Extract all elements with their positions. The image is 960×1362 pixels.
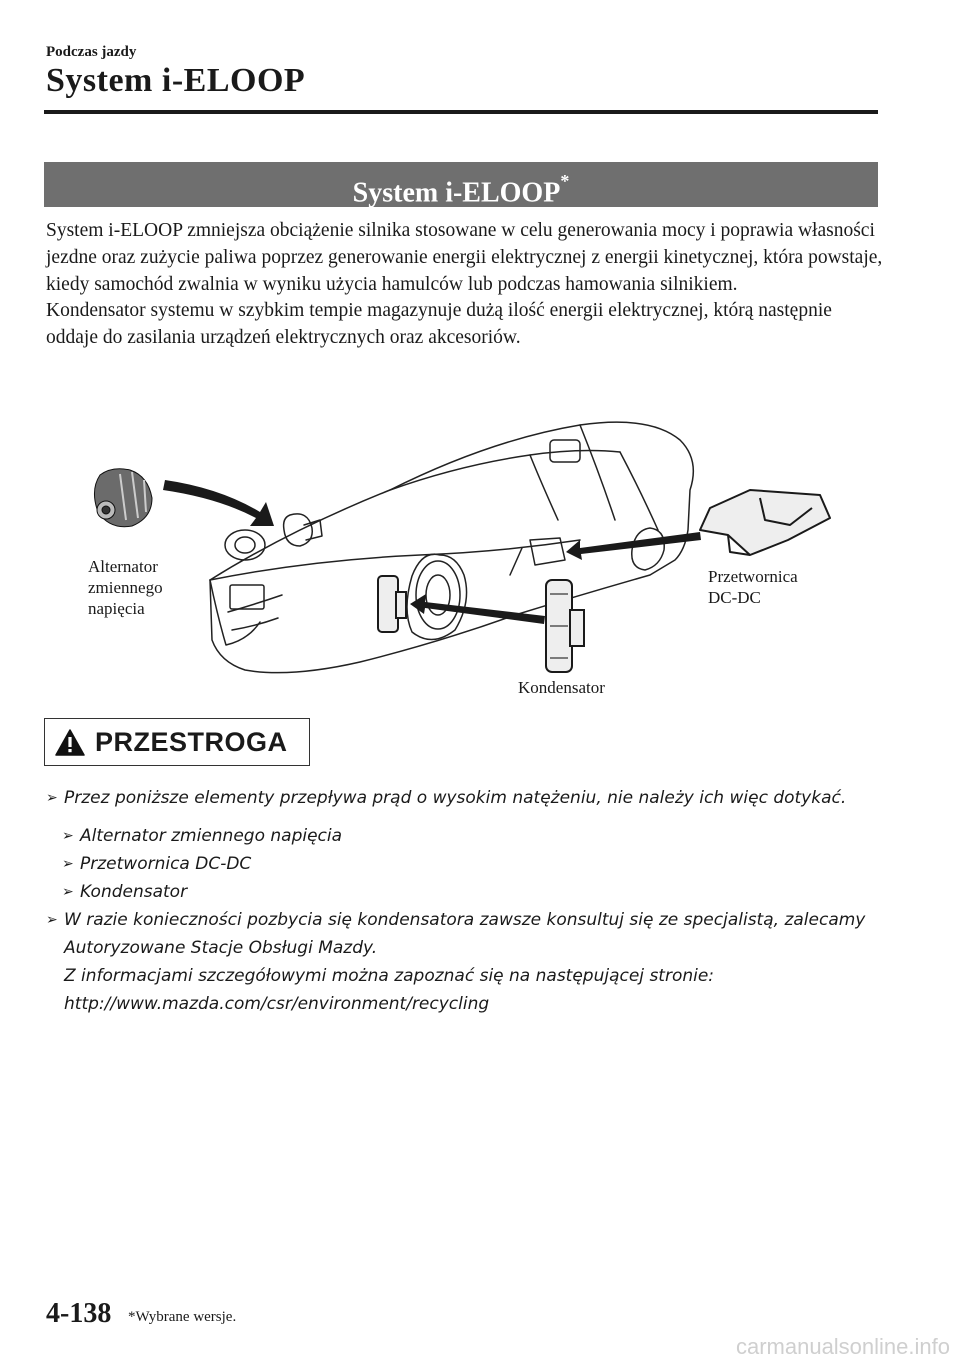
watermark: carmanualsonline.info <box>735 1334 950 1359</box>
intro-paragraph-2: Kondensator systemu w szybkim tempie magazynuje dużą ilość energii elektrycznej, którą następnie oddaje do zasilania urządzeń elektrycznych oraz akcesoriów. <box>46 300 832 349</box>
caution-subitem <box>62 850 906 878</box>
caution-list <box>46 784 906 1018</box>
title-divider <box>44 110 878 114</box>
caution-subitem <box>62 878 906 906</box>
caution-subitem <box>62 822 906 850</box>
caution-header <box>44 718 310 766</box>
banner-title: System i-ELOOP <box>352 177 561 209</box>
warning-triangle-icon <box>55 729 85 756</box>
recycling-url: http://www.mazda.com/csr/environment/recycling <box>64 994 490 1014</box>
caution-item-text: Z informacjami szczegółowymi można zapoznać się na następującej stronie: <box>64 966 715 986</box>
caution-title: PRZESTROGA <box>95 726 288 757</box>
capacitor-label <box>518 677 605 698</box>
bullet-arrow-icon: ➢ <box>62 856 74 872</box>
converter-label-line-1: Przetwornica <box>708 567 798 586</box>
footnote: *Wybrane wersje. <box>128 1309 237 1325</box>
alternator-label-line-2: zmiennego <box>88 578 163 597</box>
caution-item <box>46 906 906 1018</box>
capacitor-label-text: Kondensator <box>518 678 605 697</box>
bullet-arrow-icon: ➢ <box>46 912 58 928</box>
intro-paragraph-1: System i-ELOOP zmniejsza obciążenie silnika stosowane w celu generowania mocy i poprawia własności jezdne oraz zużycie paliwa poprzez generowanie energii elektrycznej z energii kinetycznej, która powstaje, kiedy samochód zwalnia w wyniku użycia hamulców lub podczas hamowania silnikiem. <box>46 220 883 295</box>
intro-text <box>46 218 886 352</box>
caution-subitem-text: Alternator zmiennego napięcia <box>80 826 343 846</box>
i-eloop-components-diagram <box>60 380 860 710</box>
section-label: Podczas jazdy <box>46 44 137 60</box>
converter-label-line-2: DC-DC <box>708 588 761 607</box>
page-title: System i-ELOOP <box>46 62 306 99</box>
caution-item-text: Przez poniższe elementy przepływa prąd o wysokim natężeniu, nie należy ich więc dotykać. <box>64 788 847 808</box>
bullet-arrow-icon: ➢ <box>62 828 74 844</box>
caution-item <box>46 784 906 812</box>
optional-equipment-mark: * <box>560 171 570 191</box>
caution-item-text: W razie konieczności pozbycia się kondensatora zawsze konsultuj się ze specjalistą, zalecamy Autoryzowane Stacje Obsługi Mazdy. <box>64 910 866 958</box>
converter-label <box>708 566 798 608</box>
alternator-label-line-3: napięcia <box>88 599 145 618</box>
alternator-label-line-1: Alternator <box>88 557 158 576</box>
bullet-arrow-icon: ➢ <box>46 790 58 806</box>
section-banner <box>44 162 878 207</box>
caution-subitem-text: Kondensator <box>80 882 188 902</box>
alternator-label <box>88 556 163 619</box>
page-number: 4-138 <box>46 1298 112 1329</box>
caution-subitem-text: Przetwornica DC-DC <box>80 854 252 874</box>
car-illustration <box>60 380 860 710</box>
bullet-arrow-icon: ➢ <box>62 884 74 900</box>
